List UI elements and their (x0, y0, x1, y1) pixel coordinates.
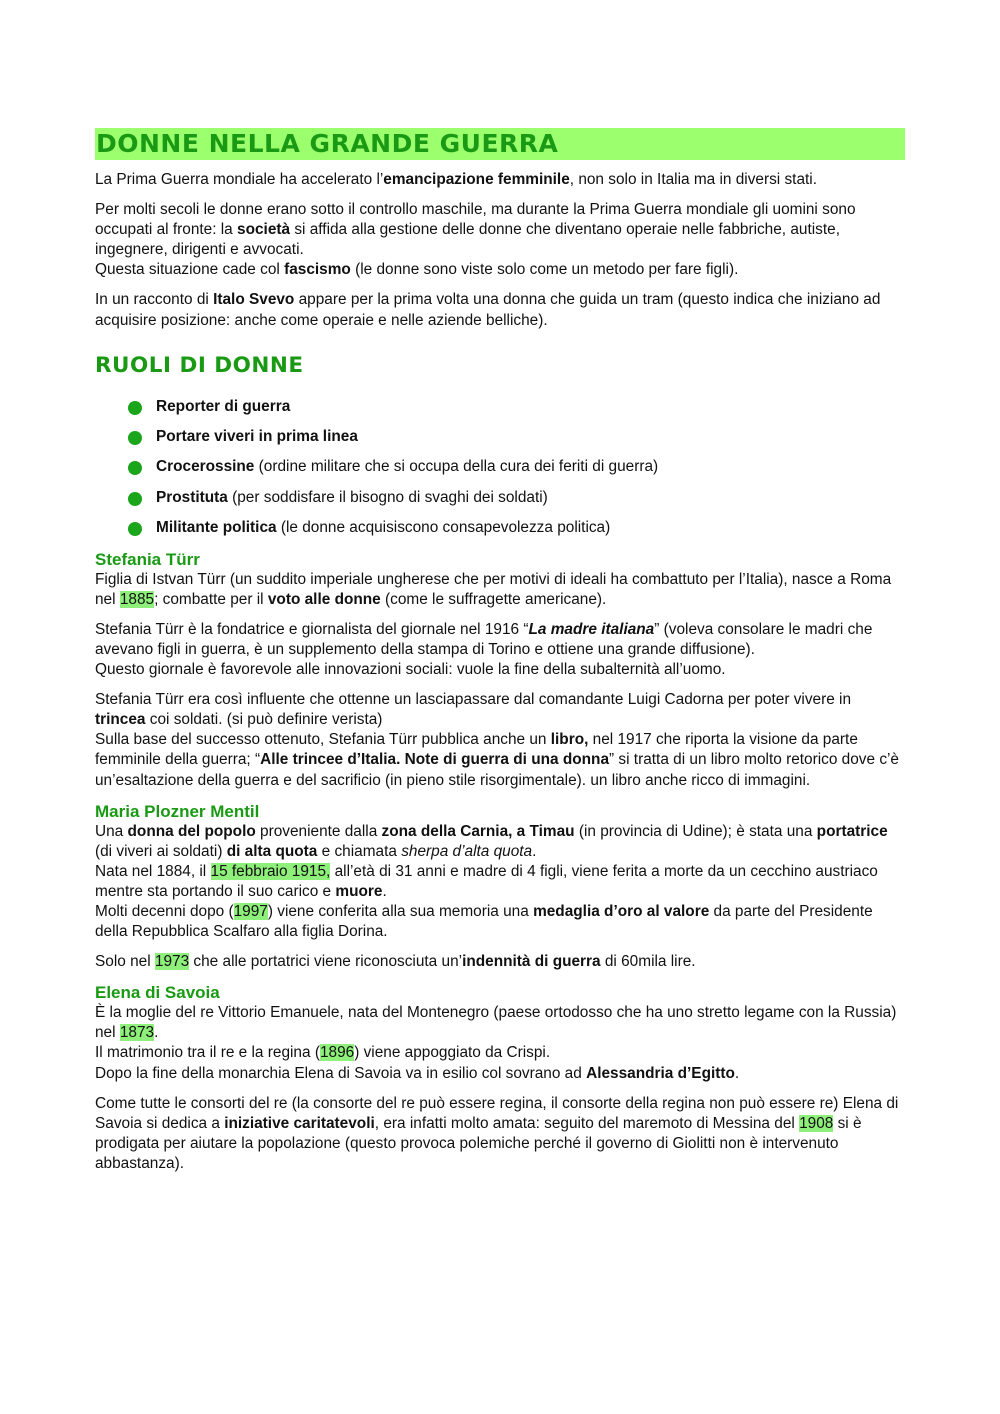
year-highlight: 1973 (154, 953, 190, 971)
plozner-paragraph-2: Solo nel 1973 che alle portatrici viene riconosciuta un’indennità di guerra di 60mila lire. (95, 953, 696, 971)
document-page (95, 128, 905, 1184)
turr-heading: Stefania Türr (95, 549, 200, 569)
bullet-icon (128, 401, 142, 415)
intro-paragraph-2: Per molti secoli le donne erano sotto il controllo maschile, ma durante la Prima Guerra mondiale gli uomini sono occupati al fronte: la società si affida alla gestione delle donne che diventano operaie nelle fabbriche, autiste, ingegnere, dirigenti e avvocati. Questa situazione cade col fascismo (le donne sono viste solo come un metodo per fare figli). (95, 201, 856, 279)
intro-paragraph-3: In un racconto di Italo Svevo appare per la prima volta una donna che guida un tram (questo indica che iniziano ad acquisire posizione: anche come operaie e nelle aziende belliche). (95, 291, 881, 329)
bullet-icon (128, 461, 142, 475)
document-title: DONNE NELLA GRANDE GUERRA (95, 128, 905, 160)
list-item: Reporter di guerra (128, 397, 905, 417)
bullet-icon (128, 431, 142, 445)
date-highlight: 15 febbraio 1915, (210, 862, 331, 880)
year-highlight: 1873 (119, 1024, 155, 1042)
bullet-icon (128, 522, 142, 536)
year-highlight: 1885 (119, 590, 155, 608)
elena-heading: Elena di Savoia (95, 983, 220, 1003)
turr-paragraph-2: Stefania Türr è la fondatrice e giornalista del giornale nel 1916 “La madre italiana” (voleva consolare le madri che avevano figli in guerra, è un supplemento della stampa di Torino e ottiene una grande diffusione). Questo giornale è favorevole alle innovazioni sociali: vuole la fine della subalternità all’uomo. (95, 620, 873, 679)
list-item: Prostituta (per soddisfare il bisogno di svaghi dei soldati) (128, 488, 905, 508)
elena-paragraph-1: È la moglie del re Vittorio Emanuele, nata del Montenegro (paese ortodosso che ha uno stretto legame con la Russia) nel 1873. Il matrimonio tra il re e la regina (1896) viene appoggiato da Crispi. Dopo la fine della monarchia Elena di Savoia va in esilio col sovrano ad Alessandria d’Egitto. (95, 1004, 897, 1082)
turr-paragraph-1: Figlia di Istvan Türr (un suddito imperiale ungherese che per motivi di ideali ha combattuto per l’Italia), nasce a Roma nel 1885; combatte per il voto alle donne (come le suffragette americane). (95, 570, 892, 608)
plozner-heading: Maria Plozner Mentil (95, 801, 260, 821)
intro-paragraph-1: La Prima Guerra mondiale ha accelerato l’emancipazione femminile, non solo in Italia ma in diversi stati. (95, 171, 817, 188)
bullet-icon (128, 492, 142, 506)
roles-list (95, 397, 905, 539)
list-item: Militante politica (le donne acquisiscono consapevolezza politica) (128, 518, 905, 538)
plozner-paragraph-1: Una donna del popolo proveniente dalla zona della Carnia, a Timau (in provincia di Udine); è stata una portatrice (di viveri ai soldati) di alta quota e chiamata sherpa d’alta quota. Nata nel 1884, il 15 febbraio 1915, all’età di 31 anni e madre di 4 figli, viene ferita a morte da un cecchino austriaco mentre sta portando il suo carico e muore. Molti decenni dopo (1997) viene conferita alla sua memoria una medaglia d’oro al valore da parte del Presidente della Repubblica Scalfaro alla figlia Dorina. (95, 822, 888, 941)
elena-paragraph-2: Come tutte le consorti del re (la consorte del re può essere regina, il consorte della regina non può essere re) Elena di Savoia si dedica a iniziative caritatevoli, era infatti molto amata: seguito del maremoto di Messina del 1908 si è prodigata per aiutare la popolazione (questo provoca polemiche perché il governo di Giolitti non è intervenuto abbastanza). (95, 1094, 899, 1172)
roles-heading: RUOLI DI DONNE (95, 352, 304, 378)
year-highlight: 1997 (233, 903, 268, 920)
year-highlight: 1896 (319, 1044, 355, 1062)
turr-paragraph-3: Stefania Türr era così influente che ottenne un lasciapassare dal comandante Luigi Cadorna per poter vivere in trincea coi soldati. (si può definire verista) Sulla base del successo ottenuto, Stefania Türr pubblica anche un libro, nel 1917 che riporta la visione da parte femminile della guerra; “Alle trincee d’Italia. Note di guerra di una donna” si tratta di un libro molto retorico dove c’è un’esaltazione della guerra e del sacrificio (in pieno stile risorgimentale). un libro anche ricco di immagini. (95, 691, 899, 789)
list-item: Crocerossine (ordine militare che si occupa della cura dei feriti di guerra) (128, 457, 905, 477)
year-highlight: 1908 (799, 1114, 834, 1132)
list-item: Portare viveri in prima linea (128, 427, 905, 447)
